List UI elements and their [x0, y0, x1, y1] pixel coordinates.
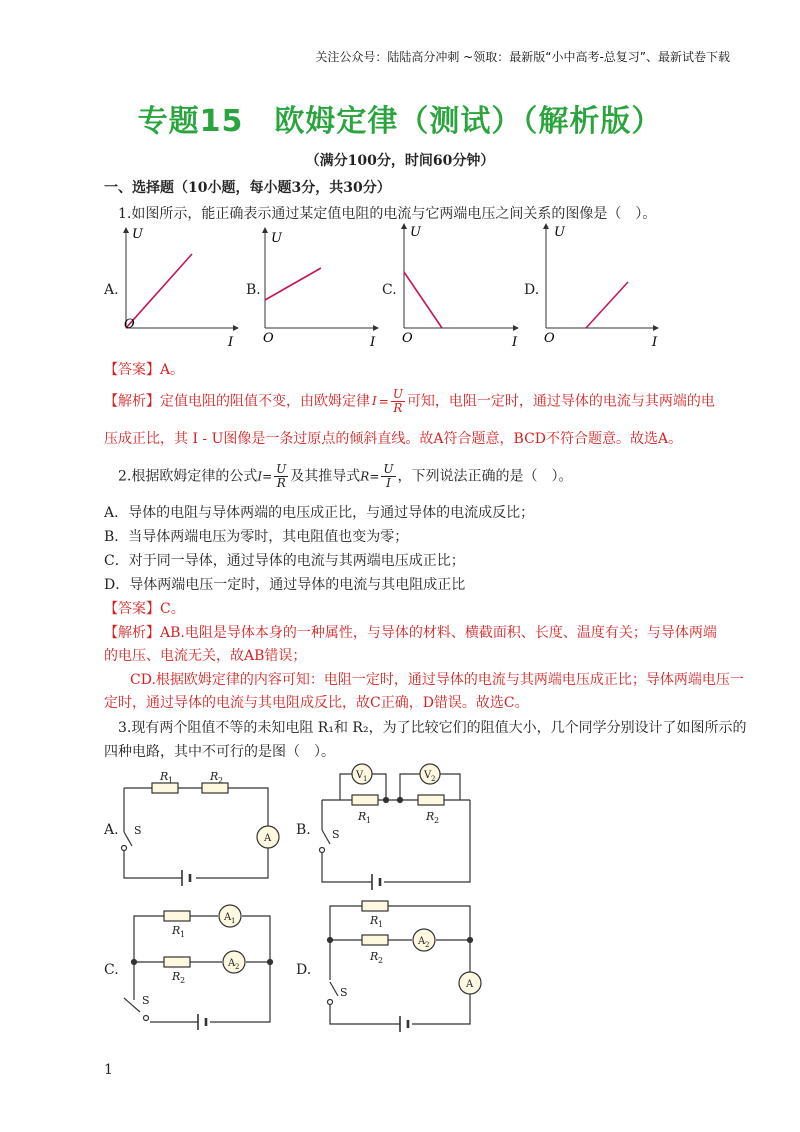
- q3-c-switch: [124, 998, 140, 1012]
- q1-graph-b-y-label: U: [271, 231, 282, 246]
- q1-formula-fraction: [391, 388, 405, 415]
- q2-derived-r: R: [360, 469, 370, 484]
- question-3-text-line-2: 四种电路，其中不可行的是图（ ）。: [104, 744, 335, 760]
- q3-b-label-v1: V: [356, 770, 364, 781]
- q3-a-label-ammeter: A: [264, 833, 272, 844]
- q3-b-label-r1-sub: 1: [366, 816, 372, 825]
- q3-c-label-a1-sub: 1: [231, 917, 236, 925]
- q2-derived-fraction: [381, 463, 395, 490]
- q3-d-resistor-r1: [362, 901, 388, 911]
- q3-a-label-s: S: [134, 824, 142, 837]
- q3-d-label-ammeter: A: [466, 979, 474, 990]
- page-subtitle: （满分100分，时间60分钟）: [305, 153, 495, 169]
- q3-d-label-r1-sub: 1: [378, 920, 384, 929]
- q1-graph-a-line: [126, 254, 192, 328]
- question-1-text: 1.如图所示，能正确表示通过某定值电阻的电流与它两端电压之间关系的图像是（ ）。: [118, 206, 657, 222]
- q1-analysis-label: 【解析】: [104, 393, 160, 410]
- q3-b-label-v2: V: [424, 770, 432, 781]
- q3-a-label-r1-sub: 1: [168, 776, 174, 785]
- q1-graph-a: [124, 227, 236, 350]
- q3-c-resistor-r2: [164, 957, 190, 967]
- q2-analysis-label: 【解析】: [104, 625, 160, 641]
- q3-d-label-s: S: [340, 986, 348, 999]
- q2-derived-num: U: [383, 462, 394, 476]
- q2-answer-value: C。: [160, 601, 185, 617]
- q1-graph-b-line: [265, 268, 321, 300]
- q1-analysis-line-2: 压成正比，其 I - U图像是一条过原点的倾斜直线。故A符合题意，BCD不符合题意。故选A。: [104, 431, 683, 447]
- q1-option-d-label: D.: [524, 282, 540, 298]
- q3-option-b-label: B.: [296, 822, 311, 838]
- q2-formula-fraction: [274, 463, 288, 490]
- q3-a-switch: [124, 832, 132, 846]
- q3-c-label-a2-sub: 2: [235, 963, 240, 971]
- q2-analysis-line-1: [104, 622, 717, 642]
- q1-graph-b-x-label: I: [370, 335, 376, 350]
- q3-d-label-a2-sub: 2: [425, 941, 430, 949]
- q1-graph-c-line: [404, 272, 442, 328]
- q3-a-label-r1: R: [160, 770, 169, 783]
- q1-graph-b-origin: O: [263, 331, 274, 346]
- q2-analysis-line-4: 定时，通过导体的电流与其电阻成反比，故C正确，D错误。故选C。: [104, 695, 529, 711]
- q1-formula-num: U: [392, 387, 403, 401]
- q3-d-label-a2: A: [418, 936, 426, 947]
- page-number: 1: [104, 1062, 113, 1078]
- q1-graph-c-y-label: U: [410, 225, 421, 240]
- q3-b-label-v1-sub: 1: [363, 775, 368, 783]
- q3-b-resistor-r2: [418, 795, 444, 805]
- q3-b-switch: [322, 830, 330, 844]
- q3-b-label-r2-sub: 2: [434, 816, 440, 825]
- q3-c-label-s: S: [142, 994, 150, 1007]
- q3-d-label-r2: R: [370, 950, 379, 963]
- q3-b-resistor-r1: [352, 795, 378, 805]
- question-3-text-line-1: 3.现有两个阻值不等的未知电阻 R₁和 R₂，为了比较它们的阻值大小，几个同学分别设计了如图所示的: [118, 720, 747, 736]
- q3-option-a-label: A.: [104, 822, 119, 838]
- q2-option-d: D．导体两端电压一定时，通过导体的电流与其电阻成正比: [104, 577, 466, 593]
- q1-analysis-line-1: [104, 388, 715, 415]
- question-2-text: [118, 463, 573, 490]
- section-heading: 一、选择题（10小题，每小题3分，共30分）: [104, 180, 391, 196]
- q1-graph-c-origin: O: [402, 331, 413, 346]
- q2-formula-i: I: [257, 469, 263, 484]
- q3-c-label-a1: A: [224, 912, 232, 923]
- q1-graph-d-x-label: I: [652, 335, 658, 350]
- q3-c-resistor-r1: [164, 911, 190, 921]
- q2-analysis-text-1: AB.电阻是导体本身的一种属性，与导体的材料、横截面积、长度、温度有关；与导体两端: [160, 625, 717, 641]
- q3-b-label-r1: R: [358, 810, 367, 823]
- q3-option-d-label: D.: [296, 962, 312, 978]
- q1-graph-a-y-label: U: [132, 227, 143, 242]
- q3-a-resistor-r2: [202, 783, 228, 793]
- q3-b-label-r2: R: [426, 810, 435, 823]
- q3-a-label-r2-sub: 2: [218, 776, 224, 785]
- q3-circuit-d: [328, 901, 482, 1032]
- q1-answer-value: A。: [160, 362, 185, 378]
- header-note: 关注公众号：陆陆高分冲刺 ~领取：最新版“小中高考-总复习”、最新试卷下载: [315, 50, 730, 64]
- q3-c-label-r2-sub: 2: [180, 976, 186, 985]
- q1-option-c-label: C.: [382, 282, 397, 298]
- q3-circuit-c: [124, 905, 273, 1030]
- q1-graphs: [0, 218, 800, 350]
- q1-graph-d: [544, 225, 658, 350]
- q3-circuits: [0, 760, 800, 1060]
- q2-option-c: C．对于同一导体，通过导体的电流与其两端电压成正比；: [104, 553, 465, 569]
- q2-text-c: ，下列说法正确的是（ ）。: [397, 468, 573, 485]
- q3-circuit-b: [320, 764, 471, 890]
- q2-analysis-line-2: 的电压、电流无关，故AB错误；: [104, 648, 307, 664]
- q1-graph-c-x-label: I: [512, 335, 518, 350]
- q1-analysis-text-1b: 可知，电阻一定时，通过导体的电流与其两端的电: [406, 393, 715, 410]
- q1-formula-i: I: [372, 394, 377, 408]
- q3-c-label-r1: R: [172, 924, 181, 937]
- q3-d-label-r2-sub: 2: [378, 956, 384, 965]
- q3-c-label-a2: A: [228, 958, 236, 969]
- q3-a-label-r2: R: [210, 770, 219, 783]
- q3-d-resistor-r2: [362, 935, 388, 945]
- q1-graph-c: [402, 225, 518, 350]
- q1-graph-d-origin: O: [544, 331, 555, 346]
- q3-b-label-v2-sub: 2: [431, 775, 436, 783]
- q1-graph-b: [263, 230, 376, 350]
- q2-analysis-line-3: CD.根据欧姆定律的内容可知：电阻一定时，通过导体的电流与其两端电压成正比；导体两端电压一: [130, 672, 744, 688]
- q3-c-label-r1-sub: 1: [180, 930, 186, 939]
- q1-graph-d-line: [586, 282, 628, 328]
- q3-b-label-s: S: [332, 828, 340, 841]
- q3-d-switch: [330, 982, 338, 996]
- q1-graph-a-origin: O: [124, 317, 135, 332]
- q3-c-label-r2: R: [172, 970, 181, 983]
- q2-text-a: 2.根据欧姆定律的公式: [118, 468, 258, 485]
- q1-analysis-text-1a: 定值电阻的阻值不变，由欧姆定律: [160, 393, 370, 410]
- q1-formula-eq: =: [378, 394, 389, 409]
- q2-formula-num: U: [276, 462, 287, 476]
- q2-derived-eq: =: [369, 469, 380, 484]
- q2-option-a: A．导体的电阻与导体两端的电压成正比，与通过导体的电流成反比；: [104, 505, 535, 521]
- q2-formula-den: R: [276, 476, 286, 490]
- q3-a-resistor-r1: [152, 783, 178, 793]
- q1-graph-a-x-label: I: [228, 335, 234, 350]
- q1-option-a-label: A.: [104, 282, 119, 298]
- q2-answer: [104, 598, 185, 618]
- q2-text-b: 及其推导式: [290, 468, 361, 485]
- q1-ohm-formula: [372, 395, 377, 408]
- q3-option-c-label: C.: [104, 962, 119, 978]
- q1-answer-label: 【答案】: [104, 362, 160, 378]
- q3-circuit-a: [122, 783, 280, 886]
- q1-formula-den: R: [393, 401, 403, 415]
- q2-answer-label: 【答案】: [104, 601, 160, 617]
- q2-option-b: B．当导体两端电压为零时，其电阻值也变为零；: [104, 529, 409, 545]
- q1-graph-d-y-label: U: [554, 225, 565, 240]
- q2-derived-den: I: [386, 476, 391, 490]
- q2-formula-eq: =: [262, 469, 273, 484]
- q3-d-label-r1: R: [370, 914, 379, 927]
- page-title: 专题15 欧姆定律（测试）（解析版）: [137, 104, 663, 139]
- q1-answer: [104, 359, 184, 379]
- q1-option-b-label: B.: [246, 282, 261, 298]
